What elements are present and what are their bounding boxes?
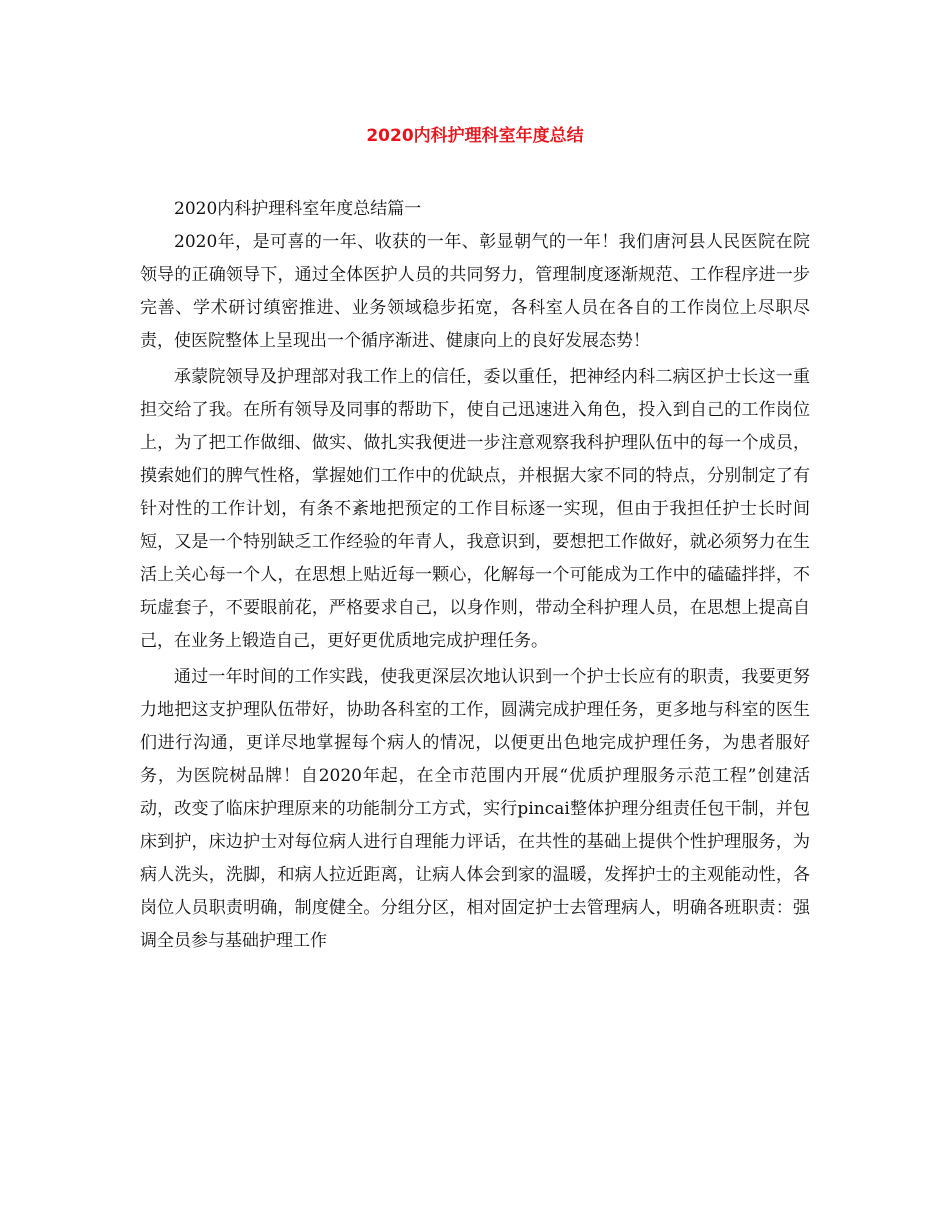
- paragraph: 2020年，是可喜的一年、收获的一年、彰显朝气的一年！我们唐河县人民医院在院领导的正确领导下，通过全体医护人员的共同努力，管理制度逐渐规范、工作程序进一步完善、学术研讨缜密推进、业务领域稳步拓宽，各科室人员在各自的工作岗位上尽职尽责，使医院整体上呈现出一个循序渐进、健康向上的良好发展态势！: [140, 232, 810, 351]
- paragraph: 承蒙院领导及护理部对我工作上的信任，委以重任，把神经内科二病区护士长这一重担交给了我。在所有领导及同事的帮助下，使自己迅速进入角色，投入到自己的工作岗位上，为了把工作做细、做实、做扎实我便进一步注意观察我科护理队伍中的每一个成员，摸索她们的脾气性格，掌握她们工作中的优缺点，并根据大家不同的特点，分别制定了有针对性的工作计划，有条不紊地把预定的工作目标逐一实现，但由于我担任护士长时间短，又是一个特别缺乏工作经验的年青人，我意识到，要想把工作做好，就必须努力在生活上关心每一个人，在思想上贴近每一颗心，化解每一个可能成为工作中的磕磕拌拌，不玩虚套子，不要眼前花，严格要求自己，以身作则，带动全科护理人员，在思想上提高自己，在业务上锻造自己，更好更优质地完成护理任务。: [140, 367, 810, 651]
- document-title: 2020内科护理科室年度总结: [366, 126, 584, 146]
- document-body: [140, 193, 810, 958]
- section-heading: 2020内科护理科室年度总结篇一: [174, 199, 422, 219]
- paragraph: 通过一年时间的工作实践，使我更深层次地认识到一个护士长应有的职责，我要更努力地把这支护理队伍带好，协助各科室的工作，圆满完成护理任务，更多地与科室的医生们进行沟通，更详尽地掌握每个病人的情况，以便更出色地完成护理任务，为患者服好务，为医院树品牌！自2020年起，在全市范围内开展“优质护理服务示范工程”创建活动，改变了临床护理原来的功能制分工方式，实行pincai整体护理分组责任包干制，并包床到护，床边护士对每位病人进行自理能力评话，在共性的基础上提供个性护理服务，为病人洗头，洗脚，和病人拉近距离，让病人体会到家的温暖，发挥护士的主观能动性，各岗位人员职责明确，制度健全。分组分区，相对固定护士去管理病人，明确各班职责：强调全员参与基础护理工作: [140, 667, 810, 951]
